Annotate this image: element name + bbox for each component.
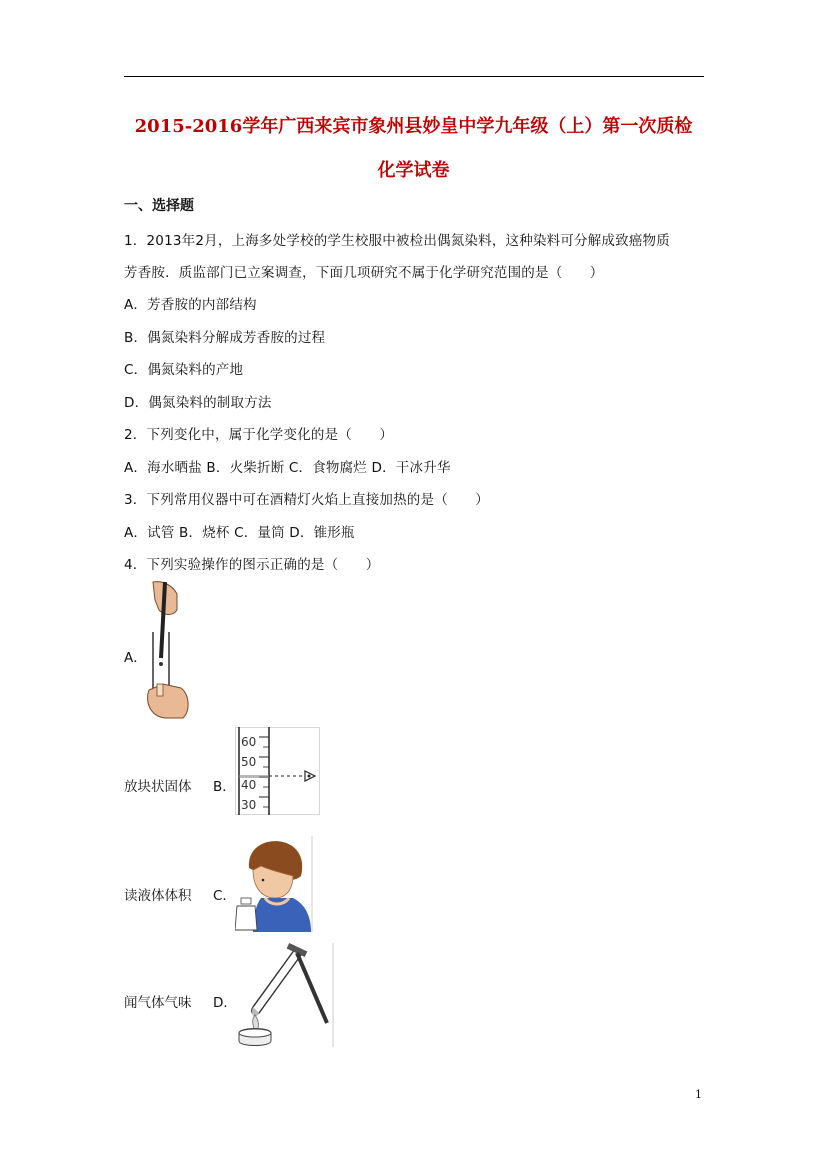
cylinder-tick-30: 30 (241, 798, 257, 812)
section-heading: 一、选择题 (124, 198, 194, 214)
q3-stem: 3．下列常用仪器中可在酒精灯火焰上直接加热的是（ ） (124, 492, 489, 508)
graduated-cylinder-figure (235, 727, 320, 815)
cylinder-tick-40: 40 (241, 778, 257, 792)
q4-option-d-text: 闻气体气味 (124, 995, 192, 1011)
q3-options: A．试管 B．烧杯 C．量筒 D．锥形瓶 (124, 525, 355, 541)
q4-option-b-label: B． (213, 779, 236, 795)
q2-options: A．海水晒盐 B．火柴折断 C．食物腐烂 D．干冰升华 (124, 460, 451, 476)
q4-option-a-label: A． (124, 650, 147, 666)
dropper-testtube-figure (143, 580, 195, 720)
cylinder-tick-50: 50 (241, 755, 257, 769)
q1-option-c: C．偶氮染料的产地 (124, 362, 244, 378)
q4-option-b-text: 放块状固体 (124, 779, 192, 795)
q1-option-d: D．偶氮染料的制取方法 (124, 395, 272, 411)
exam-title-line1: 2015-2016学年广西来宾市象州县妙皇中学九年级（上）第一次质检 (134, 116, 693, 137)
cylinder-tick-60: 60 (241, 735, 257, 749)
smelling-bottle-figure (235, 836, 313, 932)
page-number: 1 (695, 1088, 702, 1101)
q4-option-d-label: D． (213, 995, 237, 1011)
exam-title-line2: 化学试卷 (377, 160, 450, 181)
heating-testtube-figure (235, 943, 335, 1047)
header-rule (124, 76, 704, 77)
q1-option-b: B．偶氮染料分解成芳香胺的过程 (124, 330, 326, 346)
q1-stem-line2: 芳香胺．质监部门已立案调查，下面几项研究不属于化学研究范围的是（ ） (124, 265, 604, 281)
q2-stem: 2．下列变化中，属于化学变化的是（ ） (124, 427, 394, 443)
q4-stem: 4．下列实验操作的图示正确的是（ ） (124, 557, 380, 573)
q4-option-c-text: 读液体体积 (124, 888, 192, 904)
q1-option-a: A．芳香胺的内部结构 (124, 297, 257, 313)
q4-option-c-label: C． (213, 888, 236, 904)
q1-stem-line1: 1．2013年2月，上海多处学校的学生校服中被检出偶氮染料，这种染料可分解成致癌物质 (124, 233, 670, 249)
